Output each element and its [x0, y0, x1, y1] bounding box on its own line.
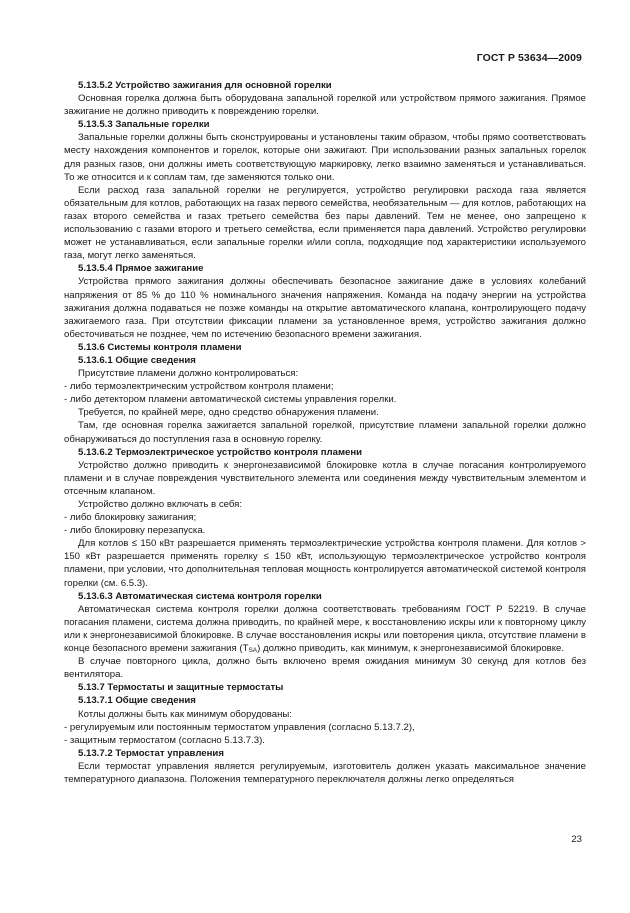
- paragraph: [64, 603, 586, 655]
- paragraph: Для котлов ≤ 150 кВт разрешается применять термоэлектрические устройства контроля пламени. Для котлов > 150 кВт разрешается применять горелку ≤ 150 кВт, использующую термоэлектрическое устройство контроля пламени, при условии, что дополнительная тепловая мощность контролируется автоматической системой контроля горелки (см. 6.5.3).: [64, 538, 586, 589]
- paragraph-part: ) должно приводить, как минимум, к энергонезависимой блокировке.: [257, 643, 565, 655]
- list-item: - либо детектором пламени автоматической системы управления горелки.: [64, 394, 397, 406]
- list-item: - либо блокировку перезапуска.: [64, 525, 206, 537]
- list-item: - защитным термостатом (согласно 5.13.7.3).: [64, 734, 265, 746]
- paragraph: В случае повторного цикла, должно быть включено время ожидания минимум 30 секунд для котлов без вентилятора.: [64, 656, 586, 681]
- section-heading: 5.13.7.2 Термостат управления: [78, 747, 224, 759]
- section-heading: 5.13.6 Системы контроля пламени: [78, 341, 242, 353]
- paragraph: Котлы должны быть как минимум оборудованы:: [78, 708, 292, 720]
- paragraph: Запальные горелки должны быть сконструированы и установлены таким образом, чтобы прямо соответствовать месту нахождения компонентов и горелок, которые они зажигают. При использовании разных запальных горелок для разных газов, они должны иметь соответствующую маркировку, легко взаимно заменяться и устанавливаться. То же относится и к соплам там, где заменяются только они.: [64, 132, 586, 183]
- paragraph: Устройство должно приводить к энергонезависимой блокировке котла в случае погасания контролируемого пламени и в случае повреждения чувствительного элемента или соединения между чувствительным элементом и отсечным клапаном.: [64, 459, 586, 497]
- section-heading: 5.13.7.1 Общие сведения: [78, 695, 196, 707]
- list-item: - либо термоэлектрическим устройством контроля пламени;: [64, 381, 334, 393]
- section-heading: 5.13.7 Термостаты и защитные термостаты: [78, 682, 284, 694]
- paragraph: Основная горелка должна быть оборудована запальной горелкой или устройством прямого зажигания. Прямое зажигание не должно приводить к повреждению горелки.: [64, 93, 586, 118]
- paragraph: Устройства прямого зажигания должны обеспечивать безопасное зажигание даже в условиях колебаний напряжения от 85 % до 110 % номинального значения напряжения. Команда на подачу энергии на устройства зажигания должна подаваться не позже команды на открытие автоматического клапана, контролирующего подачу зажигаемого газа. При отсутствии фиксации пламени за установленное время, устройство зажигания должно обесточиваться не позднее, чем по истечению безопасного времени зажигания.: [64, 276, 586, 340]
- section-heading: 5.13.5.3 Запальные горелки: [78, 119, 210, 131]
- section-heading: 5.13.6.2 Термоэлектрическое устройство контроля пламени: [78, 446, 363, 458]
- paragraph: Там, где основная горелка зажигается запальной горелкой, присутствие пламени запальной горелки должно обнаруживаться до поступления газа в основную горелку.: [64, 420, 586, 445]
- subscript: SA: [248, 647, 258, 655]
- paragraph-part: Автоматическая система контроля горелки должна соответствовать требованиям ГОСТ Р 52219. В случае погасания пламени, система должна приводить, по крайней мере, к восстановлению искры или к повторному циклу или к энергонезависимой блокировке. В случае восстановления искры или повторения цикла, отсутствие пламени в конце безопасного времени зажигания (T: [64, 603, 586, 655]
- paragraph: Устройство должно включать в себя:: [78, 499, 242, 510]
- paragraph: Требуется, по крайней мере, одно средство обнаружения пламени.: [78, 407, 379, 419]
- document-body: [64, 79, 586, 786]
- paragraph: Если термостат управления является регулируемым, изготовитель должен указать максимальное значение температурного диапазона. Положения температурного переключателя должны легко определяться: [64, 760, 586, 785]
- section-heading: 5.13.6.3 Автоматическая система контроля горелки: [78, 590, 322, 602]
- section-heading: 5.13.6.1 Общие сведения: [78, 354, 196, 366]
- standard-number: ГОСТ Р 53634—2009: [476, 52, 582, 64]
- list-item: - либо блокировку зажигания;: [64, 512, 197, 524]
- section-heading: 5.13.5.4 Прямое зажигание: [78, 263, 204, 275]
- section-heading: 5.13.5.2 Устройство зажигания для основной горелки: [78, 80, 332, 91]
- list-item: - регулируемым или постоянным термостатом управления (согласно 5.13.7.2),: [64, 721, 415, 733]
- page-number: 23: [571, 834, 582, 845]
- paragraph: Если расход газа запальной горелки не регулируется, устройство регулировки расхода газа является обязательным для котлов, работающих на газах первого семейства, необязательным — для котлов, работающих на газах второго семейства и газах третьего семейства без пары давлений. Тем не менее, оно запрещено к использованию с газами второго и третьего семейства, если применяется пара давлений. Устройство регулировки может не устанавливаться, если запальные горелки и/или сопла, подходящие под характеристики используемого газа, могут легко заменяться.: [64, 184, 586, 262]
- paragraph: Присутствие пламени должно контролироваться:: [78, 368, 299, 380]
